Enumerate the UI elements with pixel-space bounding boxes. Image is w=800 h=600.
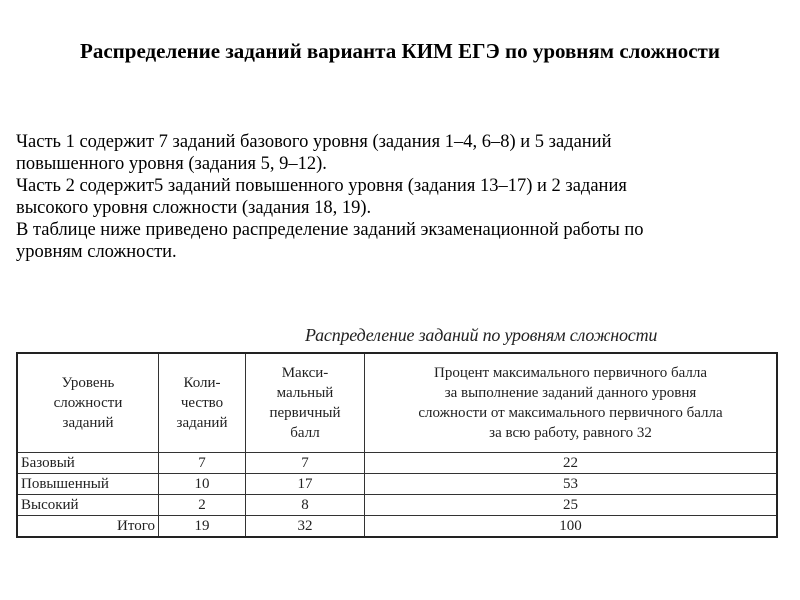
difficulty-table: [16, 352, 778, 538]
table-total-row: [17, 516, 777, 538]
cell-max-score: 17: [246, 474, 365, 495]
header-count: [159, 353, 246, 453]
intro-paragraph: [16, 131, 791, 263]
header-line: заданий: [176, 415, 228, 431]
cell-level: Базовый: [17, 453, 159, 474]
header-line: Макси-: [281, 365, 329, 381]
header-line: сложности: [53, 395, 123, 411]
cell-percent: 100: [365, 516, 778, 538]
header-line: балл: [290, 425, 320, 441]
cell-count: 2: [159, 495, 246, 516]
header-line: Процент максимального первичного балла: [433, 365, 707, 381]
table-row: [17, 495, 777, 516]
header-line: за выполнение заданий данного уровня: [444, 385, 697, 401]
header-line: за всю работу, равного 32: [489, 425, 652, 441]
paragraph-line: Часть 1 содержит 7 заданий базового уровня (задания 1–4, 6–8) и 5 заданий: [16, 132, 612, 152]
cell-percent: 22: [365, 453, 778, 474]
header-line: Уровень: [61, 375, 115, 391]
table-header-row: [17, 353, 777, 453]
header-line: заданий: [62, 415, 114, 431]
paragraph-line: Часть 2 содержит5 заданий повышенного уровня (задания 13–17) и 2 задания: [16, 176, 627, 196]
table-row: [17, 474, 777, 495]
cell-level: Высокий: [17, 495, 159, 516]
cell-max-score: 32: [246, 516, 365, 538]
paragraph-line: повышенного уровня (задания 5, 9–12).: [16, 154, 327, 174]
cell-percent: 25: [365, 495, 778, 516]
cell-percent: 53: [365, 474, 778, 495]
table-caption: Распределение заданий по уровням сложности: [305, 325, 658, 345]
header-line: первичный: [269, 405, 341, 421]
header-max-score: [246, 353, 365, 453]
page-title: Распределение заданий варианта КИМ ЕГЭ по уровням сложности: [80, 39, 720, 63]
cell-count: 10: [159, 474, 246, 495]
table-row: [17, 453, 777, 474]
cell-max-score: 7: [246, 453, 365, 474]
header-level: [17, 353, 159, 453]
header-line: чество: [180, 395, 224, 411]
header-line: мальный: [276, 385, 334, 401]
cell-level: Повышенный: [17, 474, 159, 495]
cell-level: Итого: [17, 516, 159, 538]
paragraph-line: высокого уровня сложности (задания 18, 19).: [16, 198, 372, 218]
header-line: сложности от максимального первичного балла: [418, 405, 723, 421]
paragraph-line: уровням сложности.: [16, 242, 177, 262]
cell-max-score: 8: [246, 495, 365, 516]
cell-count: 7: [159, 453, 246, 474]
paragraph-line: В таблице ниже приведено распределение заданий экзаменационной работы по: [16, 220, 644, 240]
header-percent: [365, 353, 778, 453]
cell-count: 19: [159, 516, 246, 538]
header-line: Коли-: [183, 375, 221, 391]
